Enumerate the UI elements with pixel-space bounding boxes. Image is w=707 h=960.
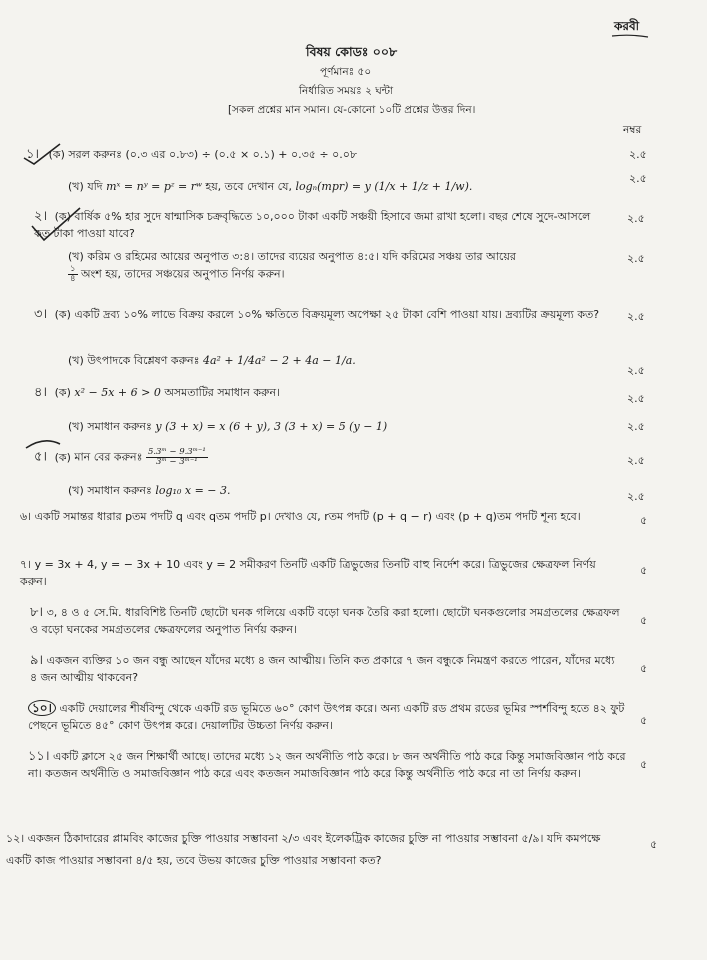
question-label: (ক)	[54, 450, 71, 464]
question-2b	[68, 248, 610, 284]
question-text: একটি সমান্তর ধারার pতম পদটি q এবং qতম পদটি p। দেখাও যে, rতম পদটি (p + q − r) এবং (p + q)তম পদটি শূন্য হবে।	[34, 510, 581, 523]
question-3a	[34, 306, 604, 323]
math-expression: mˣ = nʸ = pᶻ = rʷ	[106, 180, 202, 193]
question-text: সরল করুনঃ (০.৩ এর ০.৮৩) ÷ (০.৫ × ০.১) + ০.৩৫ ÷ ০.০৮	[68, 148, 358, 161]
question-number: ১০।	[28, 700, 56, 716]
fraction: $\frac{\text{5.3ᵐ − 9.3ᵐ⁻¹}}{\text{3ᵐ − 3ᵐ⁻¹}}$	[147, 447, 206, 467]
question-1b	[68, 178, 472, 195]
question-text: একজন ব্যক্তির ১০ জন বন্ধু আছেন যাঁদের মধ্যে ৪ জন আত্মীয়। তিনি কত প্রকারে ৭ জন বন্ধুকে নিমন্ত্রণ করতে পারেন, যাঁদের মধ্যে ৪ জন আত্মীয় থাকবেন?	[30, 654, 615, 684]
mark: ২.৫	[627, 310, 645, 323]
question-label: (খ)	[68, 354, 84, 367]
question-7	[20, 556, 620, 590]
mark: ৫	[640, 758, 648, 771]
marks-column-header: নম্বর	[623, 124, 642, 136]
question-label: (ক)	[54, 386, 71, 399]
mark: ২.৫	[629, 172, 647, 185]
question-number: ১১।	[28, 749, 50, 764]
time-allowed: নির্ধারিত সময়ঃ ২ ঘন্টা	[299, 85, 394, 97]
question-text: হয়, তবে দেখান যে,	[201, 180, 296, 193]
math-expression: 4a² + 1/4a² − 2 + 4a − 1/a.	[202, 354, 356, 367]
question-label: (খ)	[68, 250, 84, 263]
question-text: করিম ও রহিমের আয়ের অনুপাত ৩:৪। তাদের ব্যয়ের অনুপাত ৪:৫। যদি করিমের সঞ্চয় তার আয়ের	[87, 250, 516, 263]
mark: ৫	[650, 838, 658, 851]
question-text: একজন ঠিকাদারের প্লামবিং কাজের চুক্তি পাওয়ার সম্ভাবনা ২/৩ এবং ইলেকট্রিক কাজের চুক্তি না পাওয়ার সম্ভাবনা ৫/৯। যদি কমপক্ষে একটি কাজ পাওয়ার সম্ভাবনা ৪/৫ হয়, তবে উভয় কাজের চুক্তি পাওয়ার সম্ভাবনা কত?	[6, 832, 601, 867]
question-text: অংশ হয়, তাদের সঞ্চয়ের অনুপাত নির্ণয় করুন।	[81, 267, 285, 281]
mark: ৫	[640, 662, 648, 675]
question-text: অসমতাটির সমাধান করুন।	[160, 386, 280, 399]
mark: ২.৫	[627, 490, 645, 503]
question-text: একটি দ্রব্য ১০% লাভে বিক্রয় করলে ১০% ক্ষতিতে বিক্রয়মূল্য অপেক্ষা ২৫ টাকা বেশি পাওয়া যায়। দ্রব্যটির ক্রয়মূল্য কত?	[74, 308, 600, 321]
question-9	[30, 652, 622, 686]
question-4a	[34, 384, 280, 401]
mark: ২.৫	[627, 420, 645, 433]
tick-mark-icon	[24, 430, 84, 460]
question-text: সমাধান করুনঃ	[87, 420, 152, 433]
question-text: যদি	[87, 180, 107, 193]
mark: ২.৫	[627, 364, 645, 377]
question-text: একটি দেয়ালের শীর্ষবিন্দু থেকে একটি রড ভূমিতে ৬০° কোণ উৎপন্ন করে। অন্য একটি রড প্রথম রডের ভূমির স্পর্শবিন্দু হতে ৪২ ফুট পেছনে ভূমিতে ৪৫° কোণ উৎপন্ন করে। দেয়ালটির উচ্চতা নির্ণয় করুন।	[28, 702, 625, 732]
question-text: সমাধান করুনঃ	[87, 484, 152, 497]
question-text: একটি ক্লাসে ২৫ জন শিক্ষার্থী আছে। তাদের মধ্যে ১২ জন অর্থনীতি পাঠ করে। ৮ জন অর্থনীতি পাঠ করে কিন্তু সমাজবিজ্ঞান পাঠ করে না। কতজন অর্থনীতি ও সমাজবিজ্ঞান পাঠ করে এবং কতজন সমাজবিজ্ঞান পাঠ করে কিন্তু অর্থনীতি পাঠ করে না তা নির্ণয় করুন।	[28, 750, 626, 780]
question-number: ৮।	[30, 605, 44, 620]
question-label: (ক)	[54, 308, 71, 321]
math-expression: logₙ(mpr) = y (1/x + 1/z + 1/w).	[295, 180, 473, 193]
question-number: ৫।	[34, 449, 48, 465]
question-number: ৭।	[20, 558, 32, 571]
question-text: বার্ষিক ৫% হার সুদে ষান্মাসিক চক্রবৃদ্ধিতে ১০,০০০ টাকা একটি সঞ্চয়ী হিসাবে জমা রাখা হলো। বছর শেষে সুদে-আসলে কত টাকা পাওয়া যাবে?	[34, 210, 591, 240]
subject-code: বিষয় কোডঃ ০০৮	[306, 44, 398, 59]
question-number: ১২।	[6, 832, 25, 845]
question-text: y = 3x + 4, y = − 3x + 10 এবং y = 2 সমীকরণ তিনটি একটি ত্রিভুজের তিনটি বাহু নির্দেশ করে। ত্রিভুজের ক্ষেত্রফল নির্ণয় করুন।	[20, 558, 596, 588]
question-3b	[68, 352, 356, 369]
question-label: (খ)	[68, 420, 84, 433]
question-number: ৪।	[34, 385, 48, 400]
underline-stroke	[610, 33, 650, 39]
math-expression: y (3 + x) = x (6 + y), 3 (3 + x) = 5 (y − 1)	[155, 420, 388, 433]
corner-tag: করবী	[614, 19, 640, 33]
question-label: (ক)	[54, 210, 71, 223]
full-marks: পূর্ণমানঃ ৫০	[320, 66, 372, 78]
question-text: মান বের করুনঃ	[74, 450, 143, 464]
question-label: (খ)	[68, 180, 84, 193]
question-text: ৩, ৪ ও ৫ সে.মি. ধারবিশিষ্ট তিনটি ছোটো ঘনক গলিয়ে একটি বড়ো ঘনক তৈরি করা হলো। ছোটো ঘনকগুলোর সমগ্রতলের ক্ষেত্রফল ও বড়ো ঘনকের সমগ্রতলের ক্ষেত্রফলের অনুপাত নির্ণয় করুন।	[30, 606, 620, 636]
mark: ৫	[640, 564, 648, 577]
question-label: (খ)	[68, 484, 84, 497]
mark: ২.৫	[627, 212, 645, 225]
question-11	[28, 748, 628, 782]
mark: ২.৫	[629, 148, 647, 161]
instruction: [সকল প্রশ্নের মান সমান। যে-কোনো ১০টি প্রশ্নের উত্তর দিন।	[228, 104, 476, 116]
question-5b	[68, 482, 231, 499]
question-4b	[68, 418, 387, 435]
question-number: ৯।	[30, 653, 44, 668]
fraction: $\frac{১}{৪}$	[70, 264, 76, 284]
mark: ৫	[640, 514, 648, 527]
question-8	[30, 604, 622, 638]
question-number: ৬।	[20, 510, 32, 523]
question-12	[6, 828, 628, 872]
math-expression: log₁₀ x = − 3.	[155, 484, 231, 497]
question-2a	[34, 208, 604, 242]
question-text: উৎপাদকে বিশ্লেষণ করুনঃ	[87, 354, 200, 367]
question-label: (ক)	[48, 148, 65, 161]
tick-mark-icon	[28, 206, 88, 246]
math-expression: x² − 5x + 6 > 0	[74, 386, 161, 399]
question-number: ২।	[34, 209, 48, 224]
question-10	[28, 700, 628, 734]
question-number: ৩।	[34, 307, 48, 322]
mark: ৫	[640, 714, 648, 727]
mark: ২.৫	[627, 252, 645, 265]
mark: ২.৫	[627, 392, 645, 405]
mark: ৫	[640, 614, 648, 627]
question-6	[20, 508, 602, 525]
tick-mark-icon	[20, 140, 80, 170]
mark: ২.৫	[627, 454, 645, 467]
question-number: ১।	[26, 147, 40, 162]
